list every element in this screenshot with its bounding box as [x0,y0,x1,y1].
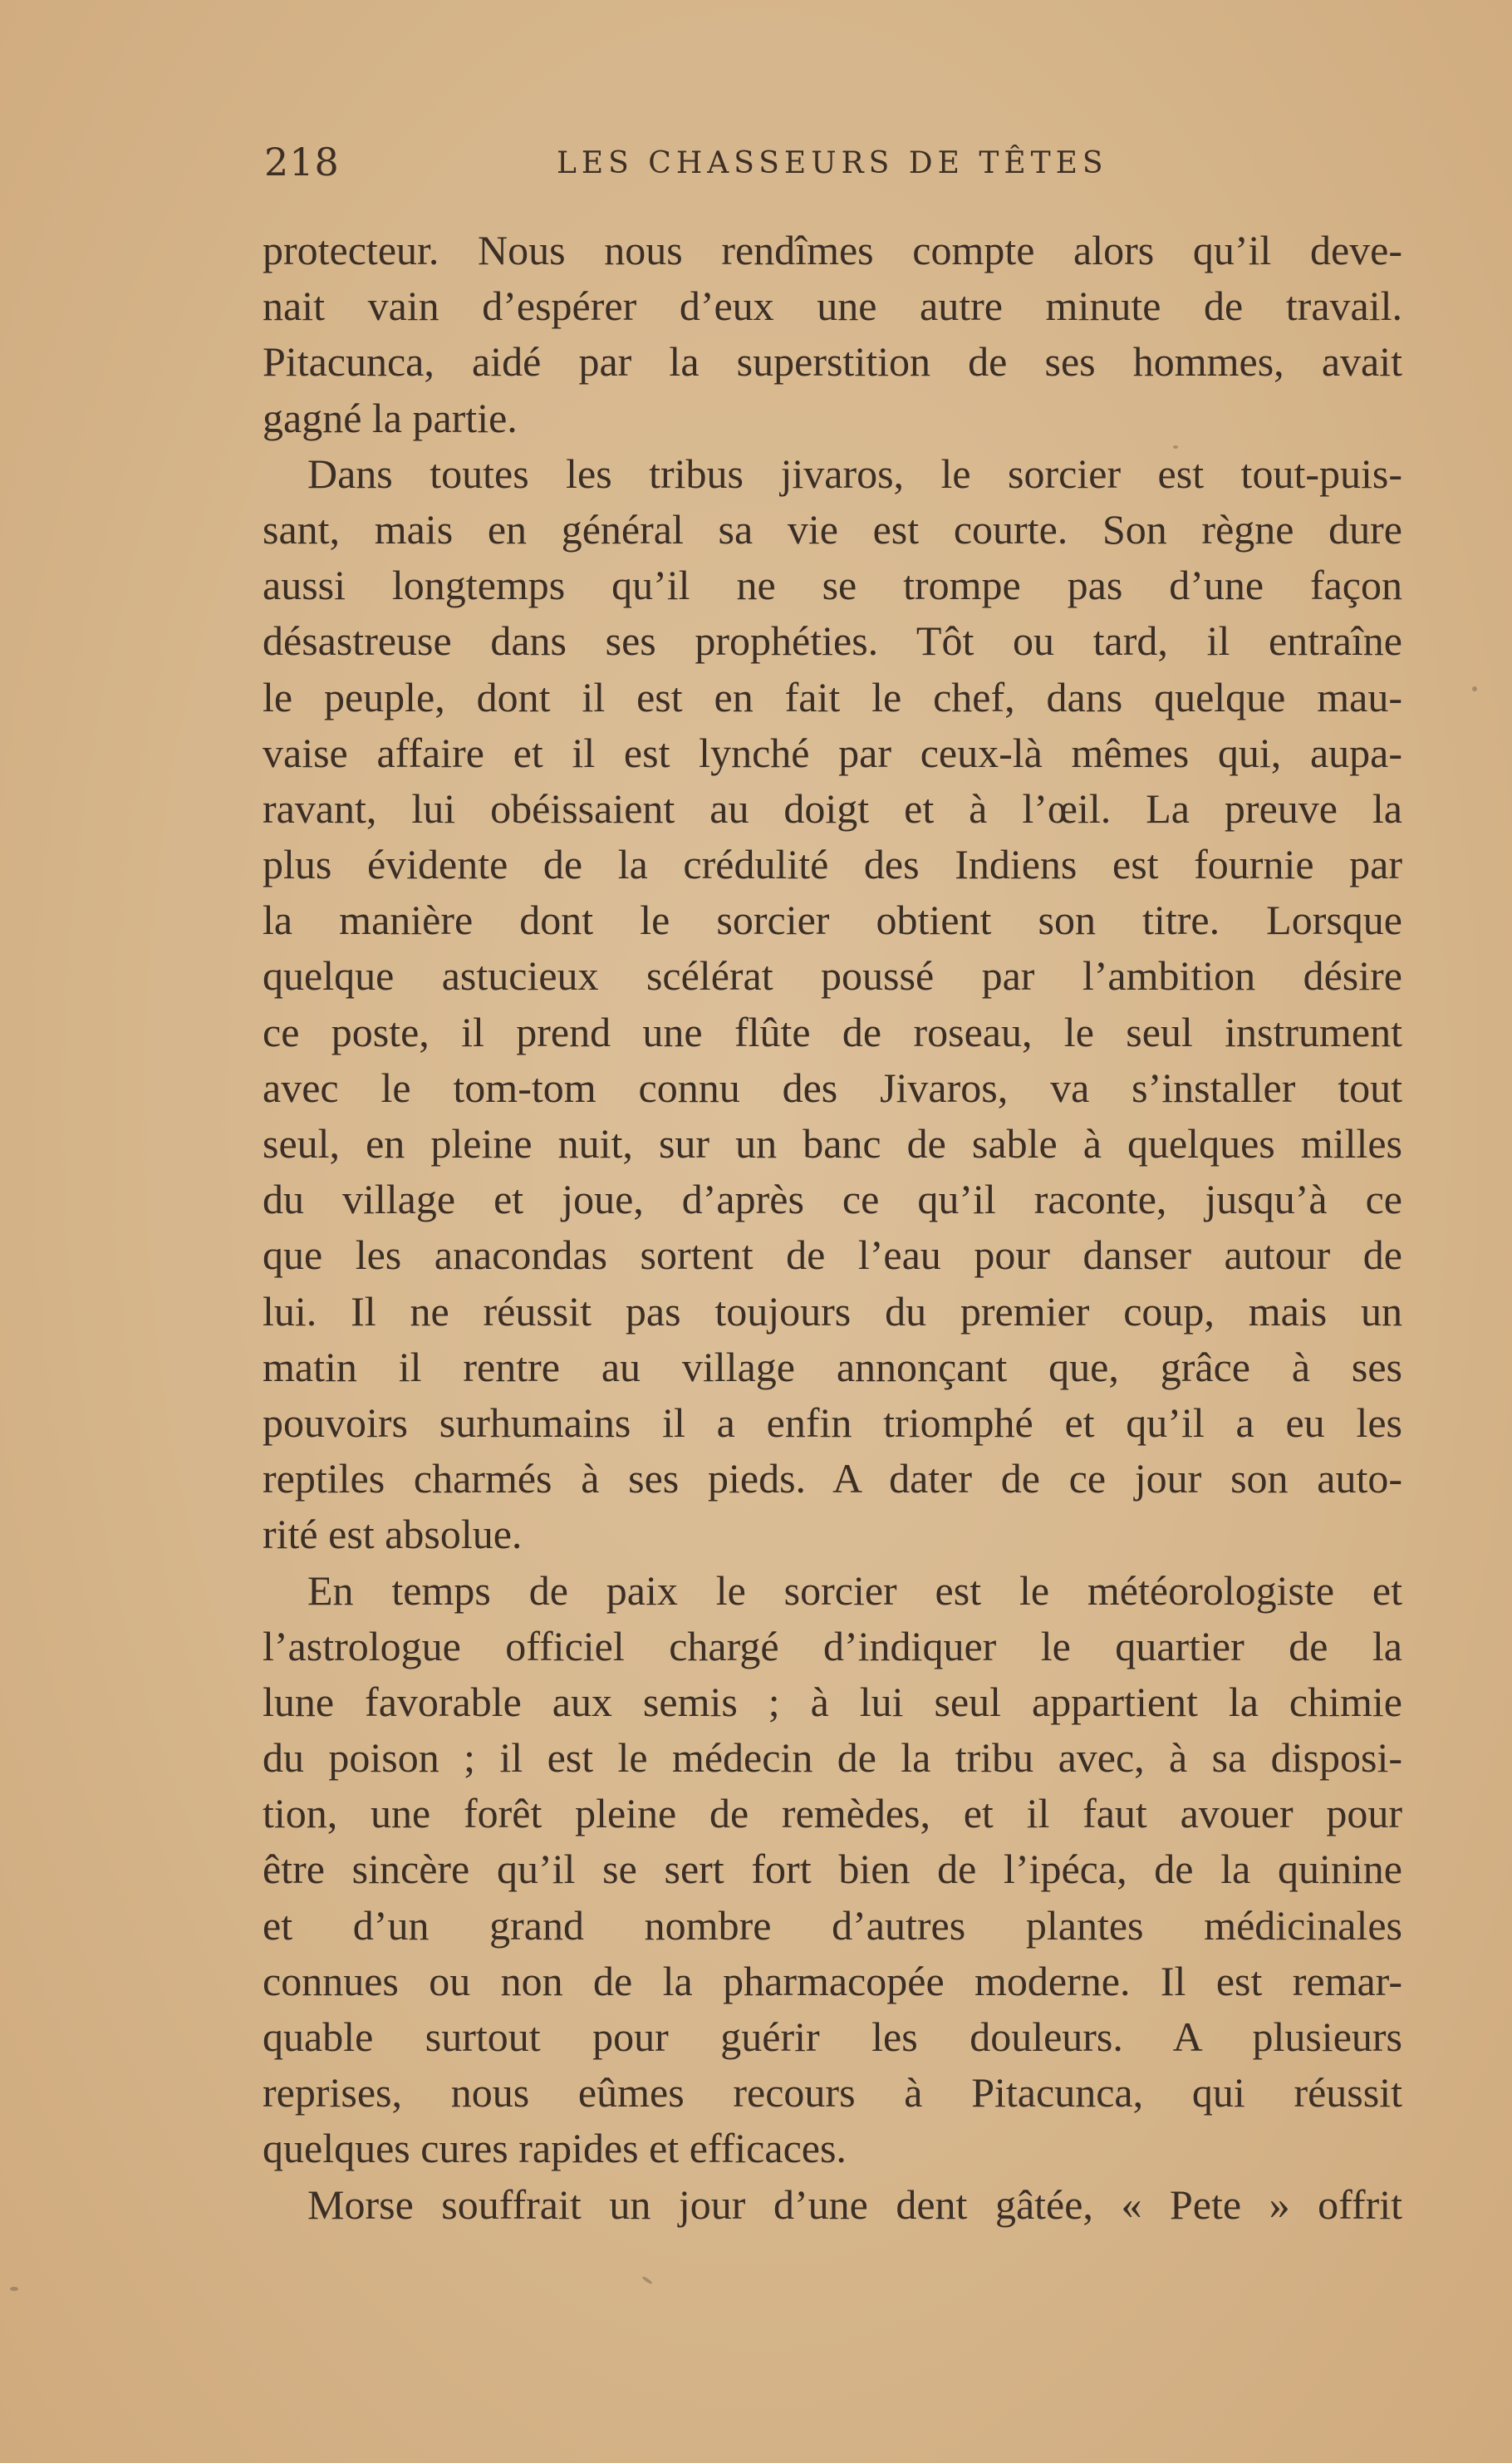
text-line: sant, mais en général sa vie est courte. Son règne dure [263,505,1402,553]
paper-speck [1472,686,1477,691]
text-line: seul, en pleine nuit, sur un banc de sable à quelques milles [263,1120,1402,1167]
text-line: lui. Il ne réussit pas toujours du premier coup, mais un [263,1287,1402,1335]
running-head [264,140,1394,189]
text-line: Pitacunca, aidé par la superstition de ses hommes, avait [263,338,1402,386]
paper-speck [641,2275,653,2284]
text-line: reprises, nous eûmes recours à Pitacunca, qui réussit [263,2069,1402,2116]
text-line: du poison ; il est le médecin de la tribu avec, à sa disposi- [263,1734,1402,1782]
book-title: LES CHASSEURS DE TÊTES [557,146,1108,180]
text-line: quelque astucieux scélérat poussé par l’ambition désire [263,952,1402,1000]
paragraph-start-line: Dans toutes les tribus jivaros, le sorcier est tout-puis- [307,450,1402,497]
text-line: gagné la partie. [263,394,518,441]
paper-speck [10,2287,18,2291]
text-line: ravant, lui obéissaient au doigt et à l’œil. La preuve la [263,784,1402,832]
text-line: être sincère qu’il se sert fort bien de l’ipéca, de la quinine [263,1846,1402,1893]
paper-speck [1173,445,1178,449]
text-line: désastreuse dans ses prophéties. Tôt ou tard, il entraîne [263,617,1402,665]
text-line: et d’un grand nombre d’autres plantes médicinales [263,1901,1402,1949]
text-line: nait vain d’espérer d’eux une autre minute de travail. [263,283,1402,330]
text-line: connues ou non de la pharmacopée moderne. Il est remar- [263,1957,1402,2004]
text-line: tion, une forêt pleine de remèdes, et il faut avouer pour [263,1790,1402,1837]
text-line: le peuple, dont il est en fait le chef, dans quelque mau- [263,673,1402,720]
body-text [263,223,1402,2233]
text-line: rité est absolue. [263,1511,523,1558]
text-line: l’astrologue officiel chargé d’indiquer le quartier de la [263,1622,1402,1669]
text-line: avec le tom-tom connu des Jivaros, va s’installer tout [263,1064,1402,1111]
text-line: du village et joue, d’après ce qu’il raconte, jusqu’à ce [263,1176,1402,1223]
paragraph-start-line: Morse souffrait un jour d’une dent gâtée, « Pete » offrit [307,2180,1402,2228]
text-line: matin il rentre au village annonçant que, grâce à ses [263,1343,1402,1390]
text-line: quable surtout pour guérir les douleurs. A plusieurs [263,2013,1402,2060]
text-line: la manière dont le sorcier obtient son titre. Lorsque [263,897,1402,944]
page-number: 218 [264,140,340,184]
text-line: lune favorable aux semis ; à lui seul appartient la chimie [263,1678,1402,1725]
text-line: que les anacondas sortent de l’eau pour danser autour de [263,1232,1402,1279]
text-line: pouvoirs surhumains il a enfin triomphé et qu’il a eu les [263,1399,1402,1446]
text-line: ce poste, il prend une flûte de roseau, le seul instrument [263,1008,1402,1055]
text-line: aussi longtemps qu’il ne se trompe pas d’une façon [263,562,1402,609]
text-line: reptiles charmés à ses pieds. A dater de ce jour son auto- [263,1455,1402,1502]
text-line: protecteur. Nous nous rendîmes compte alors qu’il deve- [263,227,1402,273]
paragraph-start-line: En temps de paix le sorcier est le météorologiste et [307,1566,1402,1614]
text-line: plus évidente de la crédulité des Indiens est fournie par [263,841,1402,888]
text-line: vaise affaire et il est lynché par ceux-là mêmes qui, aupa- [263,729,1402,776]
text-line: quelques cures rapides et efficaces. [263,2125,847,2172]
